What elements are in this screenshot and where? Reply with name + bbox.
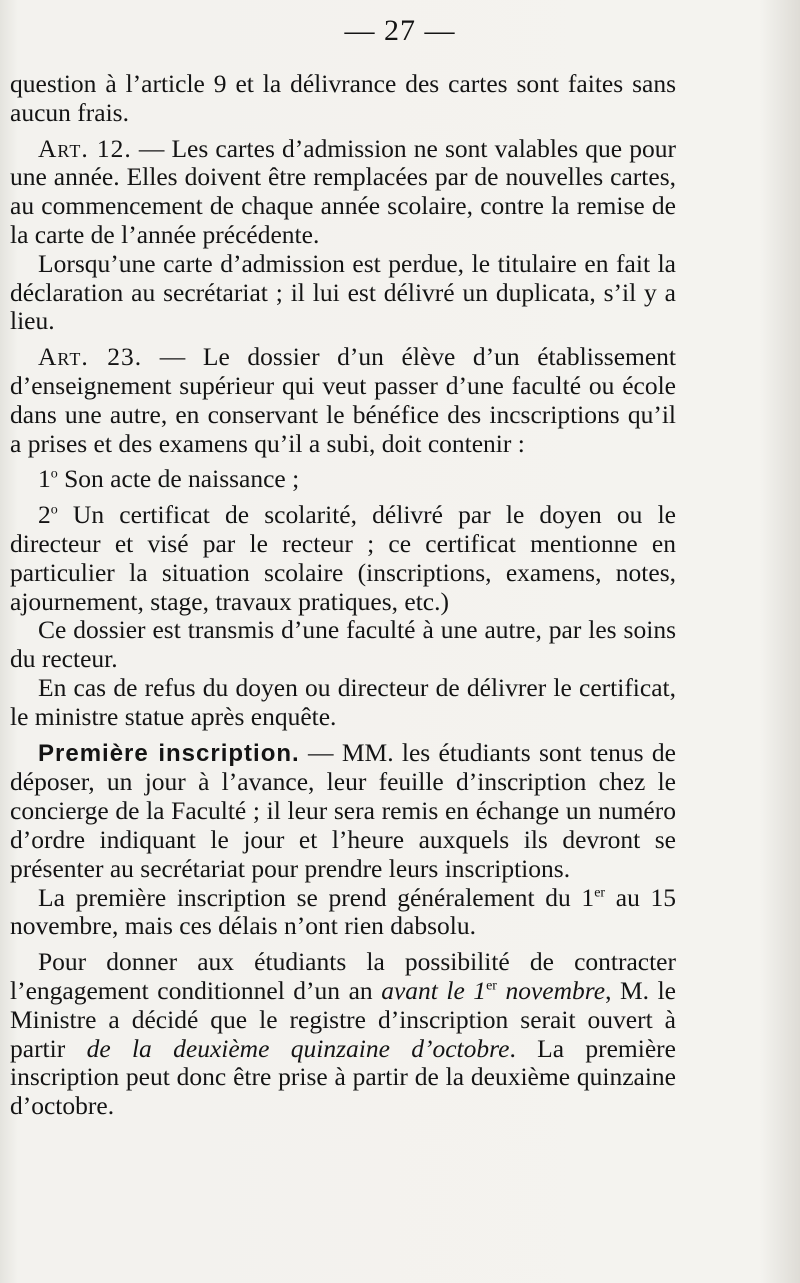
engagement-italic-3: de la deuxième quinzaine d’octobre [86,1033,510,1063]
page-body [10,70,676,1121]
list-item-1-ordinal: o [50,466,58,482]
article-12-label: Art. 12. [38,133,132,163]
engagement-ordinal: er [486,978,497,994]
list-item-1-number: 1 [38,464,51,494]
section-text: — MM. les étudiants sont tenus de déposer, un jour à l’avance, leur feuille d’inscription chez le concierge de la Faculté ; il leur sera remis en échange un numéro d’ordre indiquant le jour et l’heure auxquels ils devront se présenter au secrétariat pour prendre leurs inscriptions. [10,737,677,883]
list-item-1 [10,465,676,494]
engagement-italic-1: avant le 1 [381,975,487,1005]
paragraph-engagement [10,948,676,1121]
article-23-text: — Le dossier d’un élève d’un établissement d’enseignement supérieur qui veut passer d’une faculté ou école dans une autre, en conservant le bénéfice des incscriptions qu’il a prises et des examens qu’il a subi, doit contenir : [10,342,677,458]
list-item-2-number: 2 [38,500,51,530]
list-item-2-text: Un certificat de scolarité, délivré par le doyen ou le directeur et visé par le recteur ; ce certificat mentionne en particulier la situation scolaire (inscriptions, examens, notes, ajournement, stage, travaux pratiques, etc.) [10,500,676,616]
paragraph-continuation: question à l’article 9 et la délivrance des cartes sont faites sans aucun frais. [10,69,676,127]
list-item-2-ordinal: o [50,502,58,518]
paragraph-refus: En cas de refus du doyen ou directeur de délivrer le certificat, le ministre statue après enquête. [10,672,676,731]
engagement-italic-2: novembre [496,975,606,1005]
engagement-text-c: . La première inscription peut donc être prise à partir de la deuxième quinzaine d’octobre. [10,1033,676,1121]
engagement-text-b: , M. le Ministre a décidé que le registre d’inscription serait ouvert à partir [10,975,676,1063]
section-heading: Première inscription. [38,739,300,767]
list-item-1-text: Son acte de naissance ; [57,464,300,494]
page-number: — 27 — [344,14,456,47]
paragraph-delais [10,884,676,942]
paragraph-dossier: Ce dossier est transmis d’une faculté à une autre, par les soins du recteur. [10,615,676,674]
list-item-2 [10,501,676,616]
section-premiere-inscription [10,739,676,884]
delais-text-b: au 15 novembre, mais ces délais n’ont rien dabsolu. [10,882,676,941]
article-23 [10,343,676,458]
delais-text-a: La première inscription se prend généralement du 1 [38,882,595,912]
paragraph-lost-card: Lorsqu’une carte d’admission est perdue, le titulaire en fait la déclaration au secrétariat ; il lui est délivré un duplicata, s’il y a lieu. [10,248,676,336]
engagement-text-a: Pour donner aux étudiants la possibilité de contracter l’engagement conditionnel d’un an [10,947,676,1005]
article-23-label: Art. 23. [38,342,143,372]
article-12 [10,135,676,250]
article-12-text: — Les cartes d’admission ne sont valables que pour une année. Elles doivent être remplacées par de nouvelles cartes, au commencement de chaque année scolaire, contre la remise de la carte de l’année précédente. [10,133,676,249]
delais-ordinal: er [594,885,606,901]
